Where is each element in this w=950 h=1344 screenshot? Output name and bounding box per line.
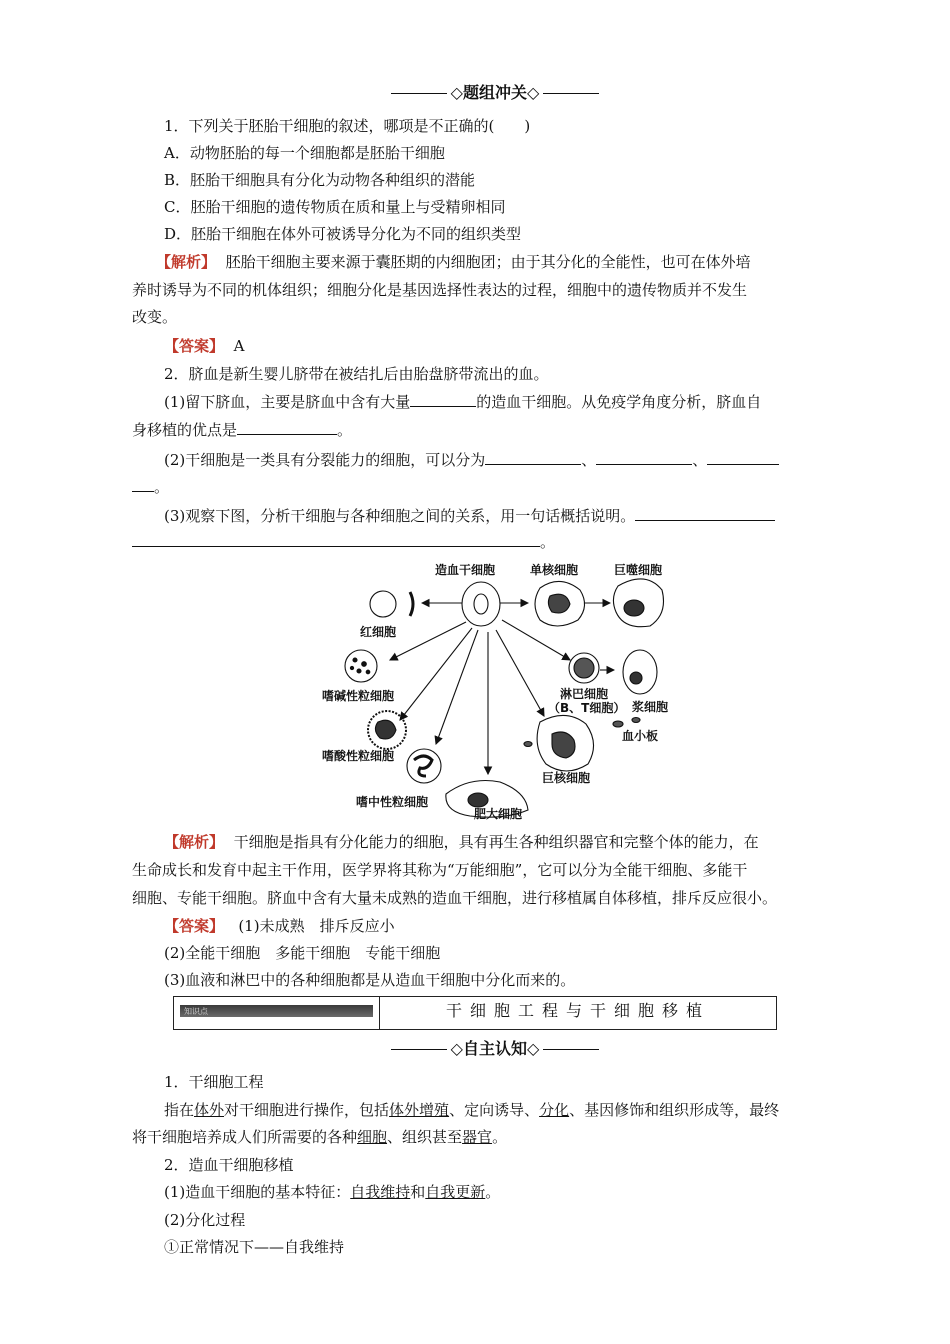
- q1-analysis-line1: 【解析】 胚胎干细胞主要来源于囊胚期的内细胞团；由于其分化的全能性，也可在体外培: [156, 253, 751, 271]
- answer-tag: 【答案】: [164, 337, 225, 355]
- s2-part1: (1)造血干细胞的基本特征：自我维持和自我更新。: [164, 1183, 501, 1201]
- banner-strip: [180, 1005, 373, 1017]
- knowledge-point-banner: [173, 996, 777, 1030]
- q1-option-c: C．胚胎干细胞的遗传物质在质和量上与受精卵相同: [164, 198, 506, 216]
- label-lymphocyte: 淋巴细胞: [560, 687, 609, 701]
- q1-analysis-line3: 改变。: [132, 308, 178, 326]
- q2-analysis-line1: 【解析】 干细胞是指具有分化能力的细胞，具有再生各种组织器官和完整个体的能力，在: [164, 833, 759, 851]
- s2-part3: ①正常情况下——自我维持: [164, 1238, 345, 1256]
- q2-analysis-line2: 生命成长和发育中起主干作用，医学界将其称为“万能细胞”，它可以分为全能干细胞、多能干: [132, 861, 748, 879]
- label-plasma: 浆细胞: [632, 700, 669, 714]
- s2-text-line2: 将干细胞培养成人们所需要的各种细胞、组织甚至器官。: [132, 1128, 508, 1146]
- s2-part2: (2)分化过程: [164, 1211, 246, 1229]
- label-bt: （B、T细胞）: [548, 701, 626, 715]
- label-macrophage: 巨噬细胞: [614, 563, 663, 577]
- q2-answer-line3: (3)血液和淋巴中的各种细胞都是从造血干细胞中分化而来的。: [164, 971, 576, 989]
- q1-analysis-line2: 养时诱导为不同的机体组织；细胞分化是基因选择性表达的过程，细胞中的遗传物质并不发生: [132, 281, 748, 299]
- label-basophil: 嗜碱性粒细胞: [322, 689, 395, 703]
- q2-analysis-line3: 细胞、专能干细胞。脐血中含有大量未成熟的造血干细胞，进行移植属自体移植，排斥反应很小。: [132, 889, 778, 907]
- q1-option-b: B．胚胎干细胞具有分化为动物各种组织的潜能: [164, 171, 476, 189]
- banner-left-cell: [174, 997, 380, 1029]
- q2-answer-line2: (2)全能干细胞 多能干细胞 专能干细胞: [164, 944, 441, 962]
- label-monocyte: 单核细胞: [530, 563, 579, 577]
- q1-stem: 1．下列关于胚胎干细胞的叙述，哪项是不正确的( ): [164, 117, 531, 135]
- label-eosinophil: 嗜酸性粒细胞: [322, 749, 395, 763]
- banner-strip-text: 知识点: [184, 1007, 208, 1016]
- analysis-tag: 【解析】: [164, 833, 225, 851]
- s2-heading-2: 2．造血干细胞移植: [164, 1156, 294, 1174]
- q1-option-d: D．胚胎干细胞在体外可被诱导分化为不同的组织类型: [164, 225, 522, 243]
- label-stem-cell: 造血干细胞: [435, 563, 496, 577]
- q2-part3-line2: 。: [132, 532, 555, 552]
- q2-part2-line1: (2)干细胞是一类具有分裂能力的细胞，可以分为 、 、: [164, 450, 779, 470]
- s2-text-line1: 指在体外对干细胞进行操作，包括体外增殖、定向诱导、分化、基因修饰和组织形成等，最终: [164, 1101, 780, 1119]
- q2-answer-line1: 【答案】 (1)未成熟 排斥反应小: [164, 917, 395, 935]
- label-neutrophil: 嗜中性粒细胞: [356, 795, 429, 809]
- q1-option-a: A．动物胚胎的每一个细胞都是胚胎干细胞: [164, 144, 445, 162]
- q2-part1-line1: (1)留下脐血，主要是脐血中含有大量 的造血干细胞。从免疫学角度分析，脐血自: [164, 393, 762, 411]
- section-title-text: 自主认知: [462, 1039, 527, 1058]
- q1-answer: 【答案】 A: [164, 337, 245, 355]
- section-title-1: ◇题组冲关◇: [360, 80, 630, 103]
- label-megakaryocyte: 巨核细胞: [542, 771, 591, 785]
- analysis-tag: 【解析】: [156, 253, 217, 271]
- banner-title: 干细胞工程与干细胞移植: [445, 1001, 710, 1020]
- answer-tag: 【答案】: [164, 917, 225, 935]
- label-rbc: 红细胞: [360, 625, 397, 639]
- label-mast-cell: 肥大细胞: [474, 807, 523, 821]
- s2-heading-1: 1．干细胞工程: [164, 1073, 264, 1091]
- section-title-2: ◇自主认知◇: [360, 1036, 630, 1059]
- q2-part2-line2: 。: [132, 477, 169, 497]
- label-platelet: 血小板: [622, 729, 659, 743]
- q2-stem: 2．脐血是新生婴儿脐带在被结扎后由胎盘脐带流出的血。: [164, 365, 549, 383]
- q2-part1-line2: 身移植的优点是 。: [132, 421, 353, 439]
- q2-part3-line1: (3)观察下图，分析干细胞与各种细胞之间的关系，用一句话概括说明。: [164, 506, 775, 526]
- section-title-text: 题组冲关: [462, 83, 527, 102]
